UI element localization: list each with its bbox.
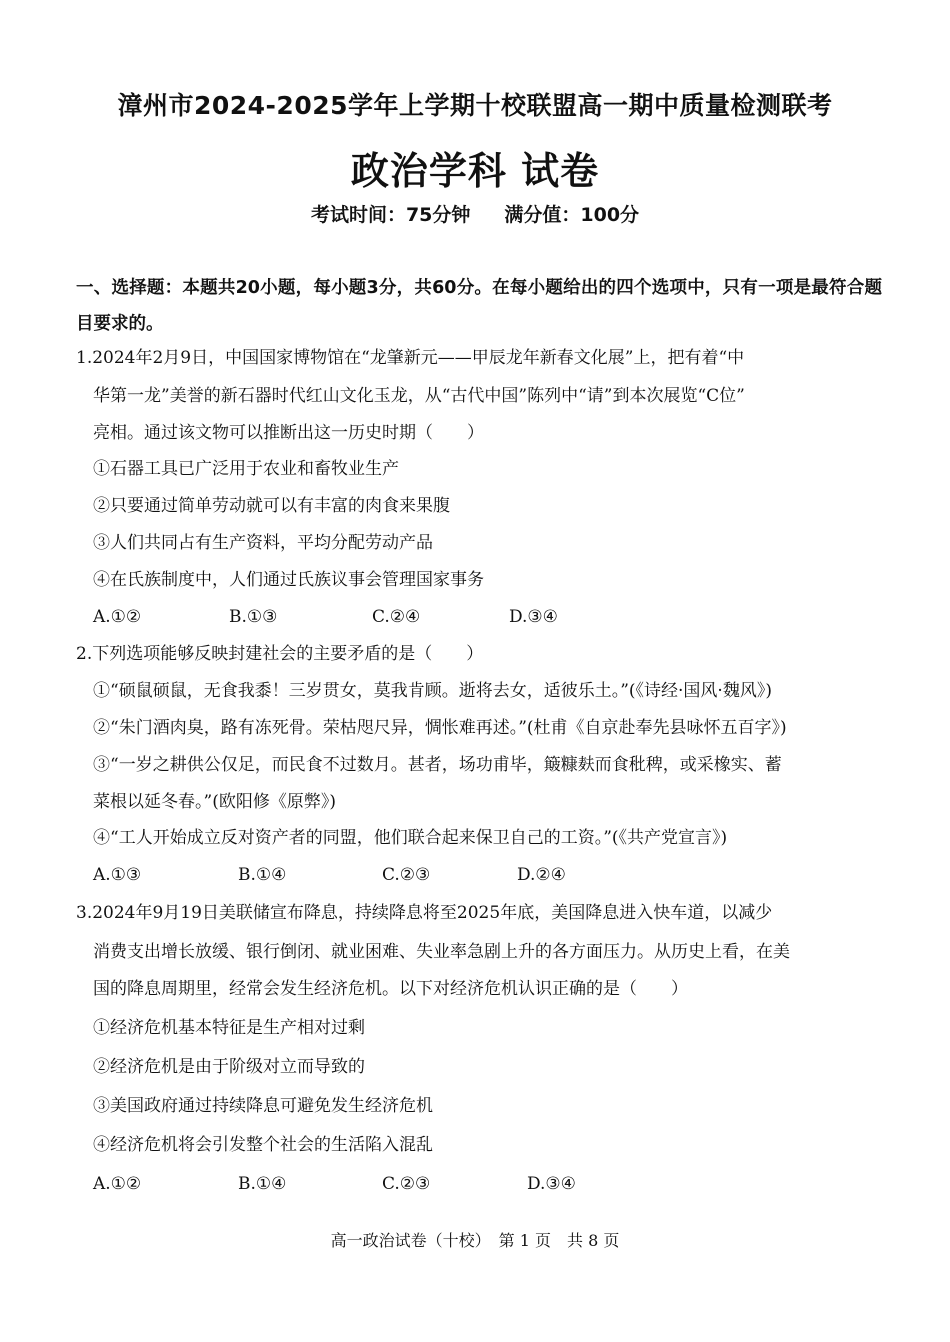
q2-option-c[interactable]: C.②③ <box>382 865 431 885</box>
q2-statement-3b: 菜根以延冬春。”(欧阳修《原弊》) <box>93 792 336 812</box>
q3-stem-line-1: 3.2024年9月19日美联储宣布降息，持续降息将至2025年底，美国降息进入快车道，以减少 <box>76 903 773 923</box>
q1-statement-1: ①石器工具已广泛用于农业和畜牧业生产 <box>93 459 399 479</box>
q1-statement-4: ④在氏族制度中，人们通过氏族议事会管理国家事务 <box>93 570 484 590</box>
q1-option-c[interactable]: C.②④ <box>372 607 421 627</box>
full-score: 满分值：100分 <box>504 204 640 226</box>
q3-statement-1: ①经济危机基本特征是生产相对过剩 <box>93 1018 365 1038</box>
q2-option-a[interactable]: A.①③ <box>93 865 142 885</box>
exam-meta <box>0 200 950 227</box>
subject-title: 政治学科 试卷 <box>350 149 600 193</box>
q1-option-b[interactable]: B.①③ <box>229 607 278 627</box>
q3-option-b[interactable]: B.①④ <box>238 1174 287 1194</box>
q3-option-d[interactable]: D.③④ <box>527 1174 576 1194</box>
exam-time: 考试时间：75分钟 <box>310 204 471 226</box>
exam-title: 漳州市2024-2025学年上学期十校联盟高一期中质量检测联考 <box>117 91 833 120</box>
q3-statement-4: ④经济危机将会引发整个社会的生活陷入混乱 <box>93 1135 433 1155</box>
q2-stem-line-1: 2.下列选项能够反映封建社会的主要矛盾的是（ ） <box>76 644 484 664</box>
q3-option-c[interactable]: C.②③ <box>382 1174 431 1194</box>
q2-option-d[interactable]: D.②④ <box>517 865 566 885</box>
q3-statement-3: ③美国政府通过持续降息可避免发生经济危机 <box>93 1096 433 1116</box>
q3-statement-2: ②经济危机是由于阶级对立而导致的 <box>93 1057 365 1077</box>
q1-statement-3: ③人们共同占有生产资料，平均分配劳动产品 <box>93 533 433 553</box>
q2-statement-3a: ③“一岁之耕供公仅足，而民食不过数月。甚者，场功甫毕，簸糠麸而食秕稗，或采橡实、蓄 <box>93 755 782 775</box>
q1-statement-2: ②只要通过简单劳动就可以有丰富的肉食来果腹 <box>93 496 450 516</box>
q3-option-a[interactable]: A.①② <box>93 1174 142 1194</box>
q1-option-a[interactable]: A.①② <box>93 607 142 627</box>
q2-statement-2: ②“朱门酒肉臭，路有冻死骨。荣枯咫尺异，惆怅难再述。”(杜甫《自京赴奉先县咏怀五百字》) <box>93 718 787 738</box>
q2-option-b[interactable]: B.①④ <box>238 865 287 885</box>
q2-statement-1: ①“硕鼠硕鼠，无食我黍！三岁贯女，莫我肯顾。逝将去女，适彼乐土。”(《诗经·国风·魏风》) <box>93 681 772 701</box>
q3-stem-line-2: 消费支出增长放缓、银行倒闭、就业困难、失业率急剧上升的各方面压力。从历史上看，在美 <box>93 942 790 962</box>
q1-stem-line-2: 华第一龙”美誉的新石器时代红山文化玉龙，从“古代中国”陈列中“请”到本次展览“C位” <box>93 386 745 406</box>
q1-stem-line-3: 亮相。通过该文物可以推断出这一历史时期（ ） <box>93 423 484 443</box>
section-heading: 一、选择题：本题共20小题，每小题3分，共60分。在每小题给出的四个选项中，只有一项是最符合题目要求的。 <box>76 278 882 334</box>
q1-stem-line-1: 1.2024年2月9日，中国国家博物馆在“龙肇新元——甲辰龙年新春文化展”上，把有着“中 <box>76 348 745 368</box>
q1-option-d[interactable]: D.③④ <box>509 607 558 627</box>
page-footer: 高一政治试卷（十校） 第 1 页 共 8 页 <box>330 1231 620 1250</box>
q3-stem-line-3: 国的降息周期里，经常会发生经济危机。以下对经济危机认识正确的是（ ） <box>93 979 688 999</box>
q2-statement-4: ④“工人开始成立反对资产者的同盟，他们联合起来保卫自己的工资。”(《共产党宣言》) <box>93 828 728 848</box>
